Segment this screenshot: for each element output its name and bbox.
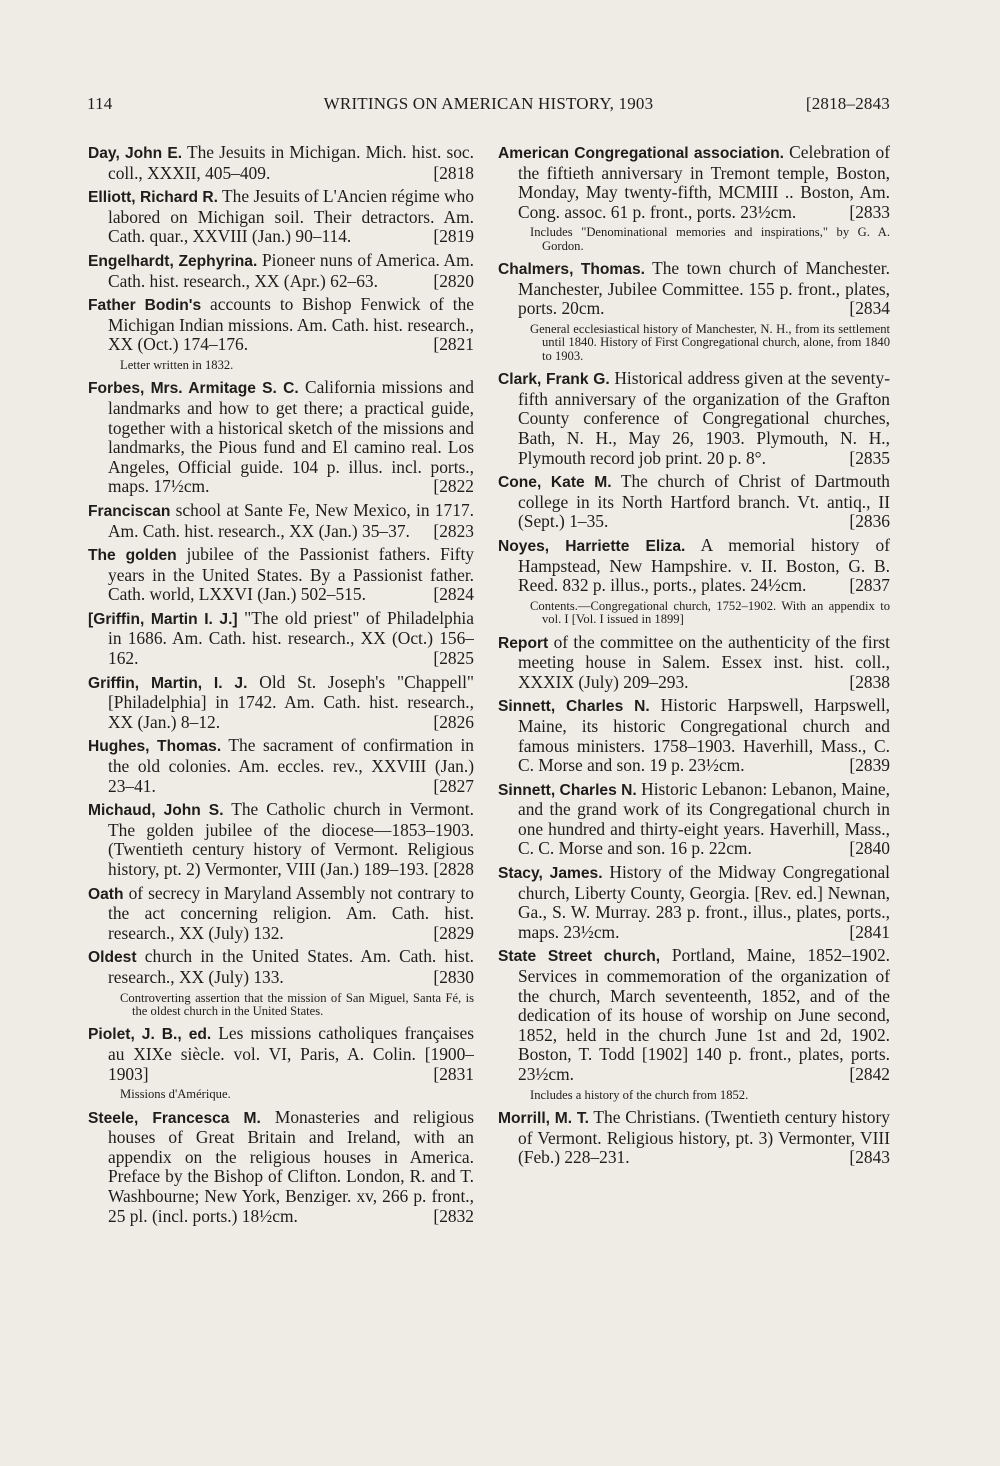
bibliography-entry — [498, 472, 890, 532]
entry-number: [2830 — [433, 966, 474, 987]
bibliography-entry — [88, 1024, 474, 1084]
bibliography-entry — [498, 780, 890, 859]
entry-text: jubilee of the Passionist fathers. Fifty years in the United States. By a Passionist father. Cath. world, LXXVI (Jan.) 502–515. — [108, 544, 474, 605]
entry-note: Includes "Denominational memories and inspirations," by G. A. Gordon. — [530, 225, 890, 253]
entry-text: Celebration of the fiftieth anniversary in Tremont temple, Boston, Monday, May twenty-fifth, MCMIII .. Boston, Am. Cong. assoc. 61 p. front., ports. 23½cm. — [518, 142, 890, 222]
entry-number: [2833 — [849, 201, 890, 222]
entry-number: [2823 — [433, 520, 474, 541]
bibliography-entry — [498, 143, 890, 222]
entry-number: [2834 — [849, 298, 890, 319]
bibliography-entry — [88, 143, 474, 183]
entry-heading: Oath — [88, 885, 124, 903]
entry-number: [2825 — [433, 648, 474, 669]
entry-text: The Jesuits of L'Ancien régime who labored on Michigan soil. Their detractors. Am. Cath. quar., XXVIII (Jan.) 90–114. — [108, 186, 474, 247]
entry-text: The Christians. (Twentieth century history of Vermont. Religious history, pt. 3) Vermonter, VIII (Feb.) 228–231. — [518, 1107, 890, 1168]
entry-heading: Chalmers, Thomas. — [498, 261, 645, 279]
bibliography-entry — [88, 378, 474, 497]
entry-number: [2820 — [433, 270, 474, 291]
entry-number: [2818 — [433, 162, 474, 183]
entry-text: of the committee on the authenticity of the first meeting house in Salem. Essex inst. hist. coll., XXXIX (July) 209–293. — [518, 631, 890, 692]
entry-heading: Cone, Kate M. — [498, 474, 612, 492]
entry-heading: Hughes, Thomas. — [88, 738, 222, 756]
entry-note: Letter written in 1832. — [120, 357, 234, 372]
entry-heading: State Street church, — [498, 948, 661, 966]
bibliography-entry — [88, 884, 474, 944]
entry-number: [2843 — [849, 1147, 890, 1168]
bibliography-entry — [88, 295, 474, 355]
entry-text: History of the Midway Congregational church, Liberty County, Georgia. [Rev. ed.] Newnan, Ga., S. W. Murray. 283 p. front., illus., plates, ports., maps. 23½cm. — [518, 862, 890, 942]
entry-heading: Clark, Frank G. — [498, 371, 610, 389]
entry-heading: American Congregational association. — [498, 145, 784, 162]
bibliography-entry — [88, 609, 474, 669]
entry-heading: Morrill, M. T. — [498, 1110, 589, 1127]
bibliography-entry — [88, 251, 474, 291]
bibliography-entry — [498, 863, 890, 942]
entry-heading: Noyes, Harriette Eliza. — [498, 537, 686, 555]
entry-note: Controverting assertion that the mission of San Miguel, Santa Fé, is the oldest church in the United States. — [120, 990, 474, 1018]
entry-number: [2842 — [849, 1064, 890, 1084]
bibliography-entry — [498, 696, 890, 775]
entry-heading: Report — [498, 634, 549, 652]
entry-note: Missions d'Amérique. — [120, 1087, 231, 1102]
bibliography-entry — [498, 946, 890, 1084]
running-title: WRITINGS ON AMERICAN HISTORY, 1903 — [323, 94, 654, 113]
entry-text: Historic Harpswell, Harpswell, Maine, its historic Congregational church and famous ministers. 1758–1903. Haverhill, Mass., C. C. Morse and son. 19 p. 23½cm. — [518, 695, 890, 776]
entry-number: [2829 — [433, 922, 474, 943]
bibliography-entry — [498, 259, 890, 319]
entry-text: Monasteries and religious houses of Great Britain and Ireland, with an appendix on the religious houses in America. Preface by the Bishop of Clifton. London, R. and T. Washbourne; New York, Benziger. xv, 266 p. front., 25 pl. (incl. ports.) 18½cm. — [108, 1106, 474, 1226]
entry-text: Historic Lebanon: Lebanon, Maine, and the grand work of its Congregational church in one hundred and thirty-eight years. Haverhill, Mass., C. C. Morse and son. 16 p. 22cm. — [518, 778, 891, 859]
entry-text: The sacrament of confirmation in the old colonies. Am. eccles. rev., XXVIII (Jan.) 23–41. — [108, 735, 474, 796]
entry-number: [2838 — [849, 671, 890, 692]
entry-note: Includes a history of the church from 1852. — [530, 1087, 749, 1102]
entry-number: [2840 — [849, 838, 890, 859]
entry-text: A memorial history of Hampstead, New Hampshire. v. II. Boston, G. B. Reed. 832 p. illus., ports., plates. 24½cm. — [518, 534, 891, 596]
entry-number: [2824 — [433, 584, 474, 605]
bibliography-entry — [88, 947, 474, 987]
bibliography-entry — [88, 736, 474, 796]
entry-heading: The golden — [88, 547, 177, 565]
entry-number: [2821 — [433, 334, 474, 355]
entry-number: [2822 — [433, 476, 474, 497]
entry-text: accounts to Bishop Fenwick of the Michigan Indian missions. Am. Cath. hist. research., XX (Oct.) 174–176. — [108, 294, 474, 355]
entry-number: [2835 — [849, 447, 890, 468]
entry-heading: Sinnett, Charles N. — [498, 781, 637, 799]
entry-text: church in the United States. Am. Cath. hist. research., XX (July) 133. — [108, 946, 474, 987]
entry-number: [2836 — [849, 511, 890, 532]
entry-text: of secrecy in Maryland Assembly not contrary to the act concerning religion. Am. Cath. hist. research., XX (July) 132. — [108, 882, 474, 943]
entry-number: [2841 — [849, 921, 890, 942]
entry-heading: [Griffin, Martin I. J.] — [88, 610, 238, 628]
entry-heading: Elliott, Richard R. — [88, 189, 218, 207]
entry-note: General ecclesiastical history of Manchester, N. H., from its settlement until 1840. History of First Congregational church, alone, from 1840 to 1903. — [530, 321, 890, 363]
entry-text: The church of Christ of Dartmouth college in its North Hartford branch. Vt. antiq., II (Sept.) 1–35. — [518, 471, 890, 532]
bibliography-entry — [498, 1108, 890, 1168]
entry-heading: Engelhardt, Zephyrina. — [88, 252, 258, 270]
entry-heading: Day, John E. — [88, 145, 183, 162]
left-column — [88, 143, 474, 1230]
bibliography-entry — [88, 800, 474, 879]
page-number: 114 — [87, 94, 113, 113]
entry-note: Contents.—Congregational church, 1752–1902. With an appendix to vol. I [Vol. I issued in 1899] — [530, 598, 890, 627]
entry-text: The Jesuits in Michigan. Mich. hist. soc. coll., XXXII, 405–409. — [108, 142, 475, 183]
entry-text: Portland, Maine, 1852–1902. Services in commemoration of the organization of the church, March seventeenth, 1852, and of the dedication of its house of worship on June second, 1852, held in the church June 1st and 2d, 1902. Boston, T. Todd [1902] 140 p. front., plates, ports. 23½cm. — [518, 945, 890, 1084]
entry-text: California missions and landmarks and how to get there; a practical guide, together with a historical sketch of the missions and landmarks, the Pious fund and El camino real. Los Angeles, Official guide. 104 p. illus. incl. ports., maps. 17½cm. — [108, 377, 474, 497]
entry-heading: Piolet, J. B., ed. — [88, 1026, 212, 1044]
entry-heading: Sinnett, Charles N. — [498, 698, 650, 716]
bibliography-entry — [88, 187, 474, 247]
entry-heading: Franciscan — [88, 502, 171, 520]
entry-text: Pioneer nuns of America. Am. Cath. hist. research., XX (Apr.) 62–63. — [108, 249, 474, 291]
bibliography-entry — [88, 673, 474, 733]
bibliography-entry — [88, 501, 474, 541]
entry-text: "The old priest" of Philadelphia in 1686. Am. Cath. hist. research., XX (Oct.) 156–162. — [108, 607, 474, 669]
entry-heading: Michaud, John S. — [88, 802, 224, 820]
entry-heading: Griffin, Martin, I. J. — [88, 674, 248, 692]
entry-heading: Steele, Francesca M. — [88, 1109, 261, 1127]
entry-text: Historical address given at the seventy-fifth anniversary of the organization of the Grafton County conference of Congregational churches, Bath, N. H., May 26, 1903. Plymouth, N. H., Plymouth record job print. 20 p. 8°. — [518, 368, 890, 468]
entry-text: Les missions catholiques françaises au XIXe siècle. vol. VI, Paris, A. Colin. [1900–1903] — [108, 1023, 475, 1084]
right-column — [498, 143, 890, 1172]
bibliography-entry — [88, 1108, 474, 1227]
entry-text: The town church of Manchester. Manchester, Jubilee Committee. 155 p. front., plates, ports. 20cm. — [518, 258, 890, 319]
entry-number: [2837 — [849, 575, 890, 596]
entry-number: [2832 — [433, 1205, 474, 1226]
entry-text: Old St. Joseph's "Chappell" [Philadelphia] in 1742. Am. Cath. hist. research., XX (Jan.) 8–12. — [108, 671, 475, 732]
entry-number: [2826 — [433, 711, 474, 732]
entry-range: [2818–2843 — [805, 94, 890, 113]
bibliography-entry — [498, 536, 890, 596]
bibliography-entry — [498, 633, 890, 693]
entry-number: [2839 — [849, 755, 890, 776]
entry-number: [2827 — [433, 775, 474, 796]
bibliography-entry — [88, 545, 474, 605]
entry-number: [2831 — [433, 1063, 474, 1084]
entry-heading: Oldest — [88, 949, 137, 967]
entry-text: school at Sante Fe, New Mexico, in 1717. Am. Cath. hist. research., XX (Jan.) 35–37. — [108, 499, 474, 541]
bibliography-entry — [498, 369, 890, 468]
entry-heading: Stacy, James. — [498, 865, 603, 883]
entry-heading: Forbes, Mrs. Armitage S. C. — [88, 380, 299, 398]
entry-text: The Catholic church in Vermont. The golden jubilee of the diocese—1853–1903. (Twentieth century history of Vermont. Religious history, pt. 2) Vermonter, VIII (Jan.) 189–193. — [108, 799, 474, 879]
entry-number: [2819 — [433, 226, 474, 247]
entry-number: [2828 — [433, 859, 474, 879]
entry-heading: Father Bodin's — [88, 297, 202, 315]
